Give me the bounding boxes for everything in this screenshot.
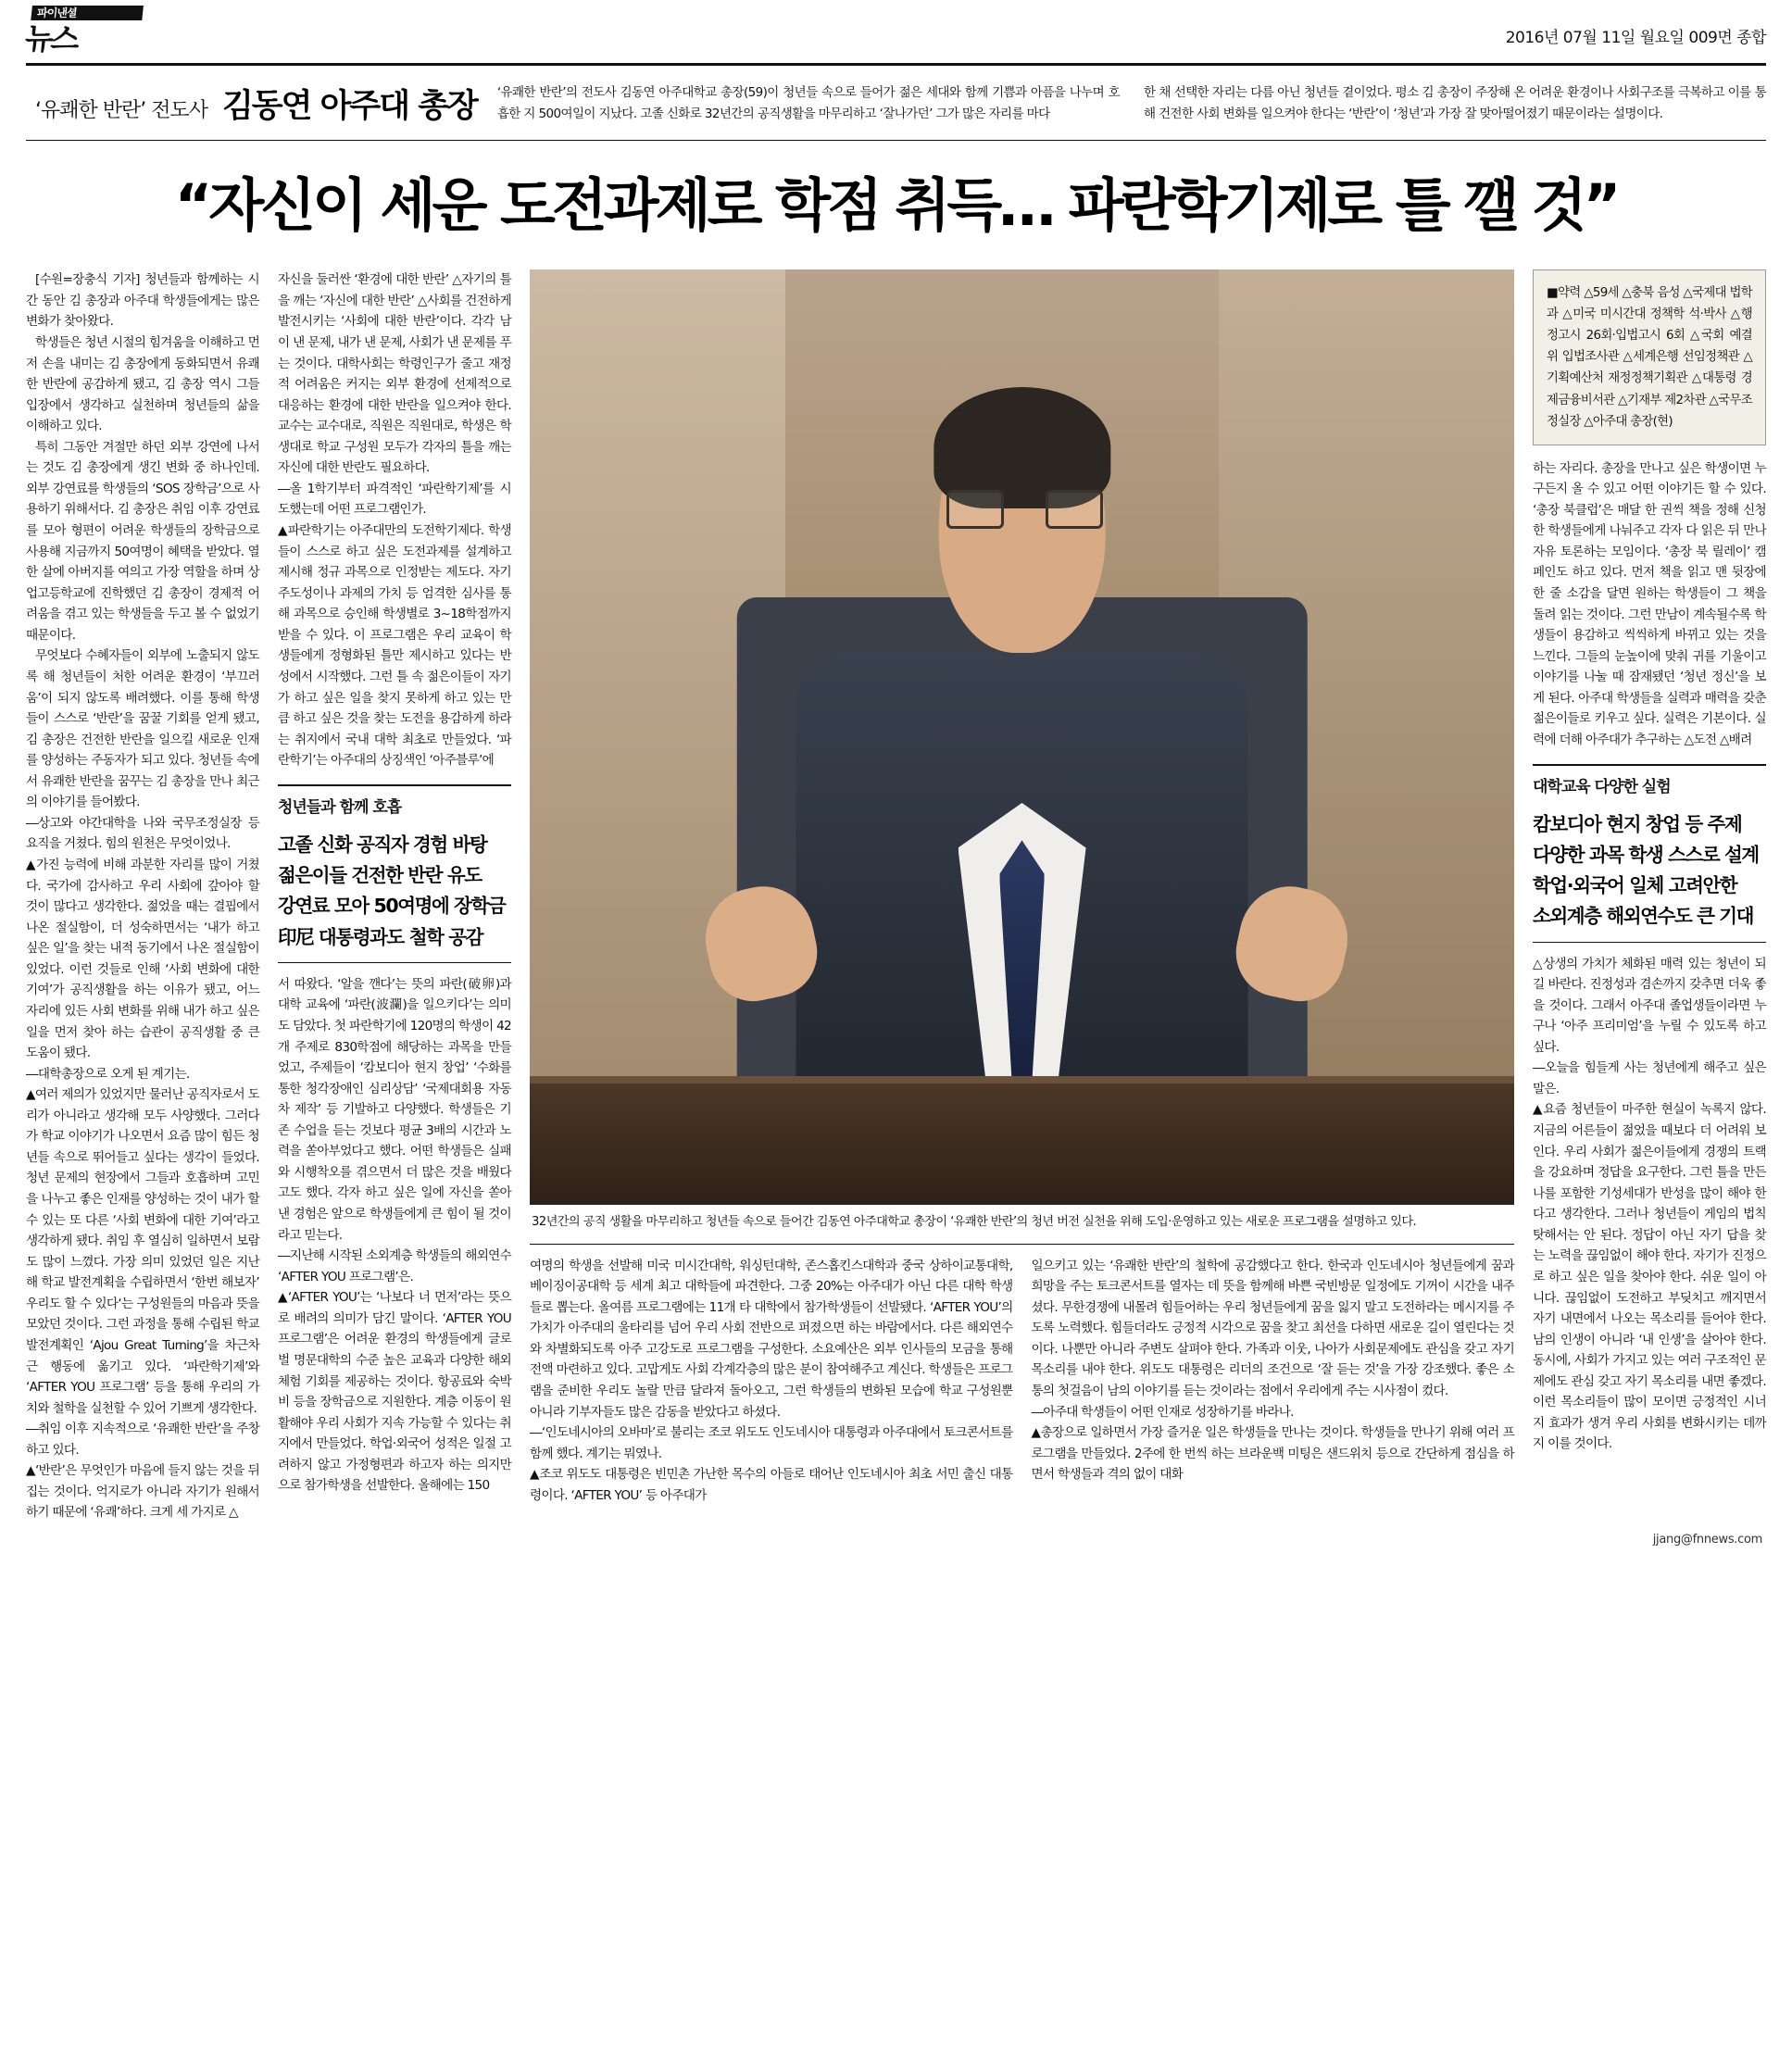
article-column-3	[530, 1256, 1013, 1507]
paragraph: 하는 자리다. 총장을 만나고 싶은 학생이면 누구든지 올 수 있고 어떤 이야기든 할 수 있다. ‘총장 북클럽’은 매달 한 권씩 책을 정해 신청한 학생들에게 나눠주고 각자 다 읽은 뒤 만나 자유 토론하는 모임이다. ‘총장 북 릴레이’ 캠페인도 하고 있다. 먼저 책을 읽고 맨 뒷장에 한 줄 소감을 달면 원하는 학생들이 그 책을 돌려 읽는 것이다. 그런 만남이 계속될수록 학생들이 용감하고 씩씩하게 바뀌고 있는 것을 느낀다. 그들의 눈높이에 맞춰 귀를 기울이고 이야기를 나눌 때 잠재됐던 ‘청년 정신’을 보게 된다. 아주대 학생들을 실력과 매력을 갖춘 젊은이들로 키우고 싶다. 실력은 기본이다. 실력에 더해 아주대가 추구하는 △도전 △배려	[1533, 460, 1766, 747]
logo-main-text: 뉴스	[23, 21, 79, 56]
kicker-label: ‘유쾌한 반란’ 전도사	[35, 99, 207, 122]
paragraph: 특히 그동안 겨절만 하던 외부 강연에 나서는 것도 김 총장에게 생긴 변화 중 하나인데. 외부 강연료를 학생들의 ‘SOS 장학금’으로 사용하기 위해서다. 김 총장은 취임 이후 강연료를 모아 형편이 어려운 학생들의 장학금으로 사용해 지금까지 50여명이 혜택을 받았다. 열한 살에 아버지를 여의고 가장 역할을 하며 상업고등학교에 진학했던 김 총장이 경제적 어려움을 겪고 있는 학생들을 두고 볼 수 없었기 때문이다.	[26, 439, 259, 643]
kicker-title-group	[26, 81, 477, 127]
photo-glasses-left	[946, 490, 1004, 529]
photo-desk-edge	[530, 1076, 1514, 1084]
subhead-line: 소외계층 해외연수도 큰 기대	[1533, 905, 1754, 928]
answer: ▲요즘 청년들이 마주한 현실이 녹록지 않다. 지금의 어른들이 젊었을 때보다 더 어려워 보인다. 우리 사회가 젊은이들에게 경쟁의 트랙을 강요하며 정답을 요구한다. 그런 틀을 만든 나를 포함한 기성세대가 반성을 많이 해야 한다고 생각한다. 그러나 청년들이 게임의 법칙 탓해서는 안 된다. 정답이 아닌 자기 답을 찾는 노력을 끊임없이 해야 한다. 자기가 진정으로 하고 싶은 일을 찾아야 한다. 쉬운 일이 아니다. 끊임없이 도전하고 부딪치고 깨지면서 자기 내면에서 나오는 목소리를 들어야 한다. 남의 인생이 아니라 ‘내 인생’을 살아야 한다. 동시에, 사회가 가지고 있는 여러 구조적인 문제에도 관심 갖고 자기 목소리를 내면 좋겠다. 이런 목소리들이 많이 모이면 긍정적인 시너지 효과가 생겨 우리 사회를 변화시키는 데까지 이를 것이다.	[1533, 1102, 1766, 1452]
question: ―오늘을 힘들게 사는 청년에게 해주고 싶은 말은.	[1533, 1060, 1766, 1096]
masthead	[23, 0, 1766, 61]
paragraph: 자신을 둘러싼 ‘환경에 대한 반란’ △자기의 틀을 깨는 ‘자신에 대한 반란’ △사회를 건전하게 발전시키는 ‘사회에 대한 반란’이다. 각각 남이 낸 문제, 내가 낸 문제, 사회가 낸 문제를 푸는 것이다. 대학사회는 학령인구가 줄고 재정적 어려움은 커지는 외부 환경에 선제적으로 대응하는 환경에 대한 반란을 일으켜야 한다. 교수는 교수대로, 직원은 직원대로, 학생은 학생대로 학교 구성원 모두가 각자의 틀을 깨는 자신에 대한 반란도 필요하다.	[278, 272, 511, 476]
subhead-rule-bottom	[278, 962, 511, 963]
answer: ▲가진 능력에 비해 과분한 자리를 많이 거쳤다. 국가에 감사하고 우리 사회에 갚아야 할 것이 많다고 생각한다. 젊었을 때는 결핍에서 나온 절실함이, 더 성숙하면서는 ‘내가 하고 싶은 일’을 찾는 내적 동기에서 나온 절실함이 있었다. 이런 것들로 인해 ‘사회 변화에 대한 기여’가 공직생활을 하는 이유가 됐고, 어느 자리에 있든 사회 변화를 위해 내가 하고 싶은 일을 먼저 찾아 하는 습관이 공직생활 중 큰 도움이 됐다.	[26, 858, 259, 1061]
subhead-line: 강연료 모아 50여명에 장학금	[278, 895, 506, 918]
photo-block	[530, 269, 1514, 1244]
question: ―올 1학기부터 파격적인 ‘파란학기제’를 시도했는데 어떤 프로그램인가.	[278, 481, 511, 518]
article-photo-column	[530, 269, 1514, 1506]
kicker-band	[26, 66, 1766, 140]
photo-caption: 32년간의 공직 생활을 마무리하고 청년들 속으로 들어간 김동연 아주대학교 총장이 ‘유쾌한 반란’의 청년 버전 실천을 위해 도입·운영하고 있는 새로운 프로그램을 설명하고 있다.	[532, 1215, 1417, 1230]
paragraph: 무엇보다 수혜자들이 외부에 노출되지 않도록 해 청년들이 처한 어려운 환경이 ‘부끄러움’이 되지 않도록 배려했다. 이를 통해 학생들이 스스로 ‘반란’을 꿈꿀 기회를 얻게 됐고, 김 총장은 건전한 반란을 일으킬 새로운 인재를 양성하는 주동자가 되고 있다. 청년들 속에서 유쾌한 반란을 꿈꾸는 김 총장을 만나 최근의 이야기를 들어봤다.	[26, 648, 259, 810]
kicker-lead-left: ‘유쾌한 반란’의 전도사 김동연 아주대학교 총장(59)이 청년들 속으로 들어가 젊은 세대와 함께 기쁨과 아픔을 나누며 호흡한 지 500여일이 지났다. 고졸 신화로 32년간의 공직생활을 마무리하고 ‘잘나가던’ 그가 많은 자리를 마다	[496, 85, 1120, 122]
kicker-name: 김동연 아주대 총장	[222, 88, 477, 125]
profile-box: ■약력 △59세 △충북 음성 △국제대 법학과 △미국 미시간대 정책학 석·박사 △행정고시 26회·입법고시 6회 △국회 예결위 입법조사관 △세계은행 선임정책관 △기획예산처 재정정책기획관 △대통령 경제금융비서관 △기재부 제2차관 △국무조정실장 △아주대 총장(현)	[1533, 269, 1766, 445]
answer: ▲조코 위도도 대통령은 빈민촌 가난한 목수의 아들로 태어난 인도네시아 최초 서민 출신 대통령이다. ‘AFTER YOU’ 등 아주대가	[530, 1467, 1013, 1503]
subhead-right-lines	[1533, 809, 1766, 933]
kicker-lead-right: 한 채 선택한 자리는 다름 아닌 청년들 곁이었다. 평소 김 총장이 주장해 온 어려운 환경이나 사회구조를 극복하고 이를 통해 건전한 사회 변화를 일으켜야 한다는 ‘반란’이 ‘청년’과 가장 잘 맞아떨어졌기 때문이라는 설명이다.	[1143, 85, 1767, 122]
question: ―아주대 학생들이 어떤 인재로 성장하기를 바라나.	[1031, 1404, 1294, 1420]
logo-mark	[23, 7, 167, 56]
kicker-rule	[26, 140, 1766, 141]
answer: ▲파란학기는 아주대만의 도전학기제다. 학생들이 스스로 하고 싶은 도전과제를 설계하고 제시해 정규 과목으로 인정받는 제도다. 자기주도성이나 과제의 가치 등 엄격한 심사를 통해 과목으로 승인해 학생별로 3~18학점까지 받을 수 있다. 이 프로그램은 우리 교육이 학생들에게 정형화된 틀만 제시하고 있다는 반성에서 시작했다. 그런 틀 속 젊은이들이 자기가 하고 싶은 일을 찾지 못하게 하고 있는 만큼 하고 싶은 것을 찾는 도전을 용감하게 하라는 취지에서 국내 대학 최초로 만들었다. ‘파란학기’는 아주대의 상징색인 ‘아주블루’에	[278, 523, 511, 769]
subhead-rule-bottom-right	[1533, 942, 1766, 943]
photo-desk	[530, 1084, 1514, 1205]
paragraph: 학생들은 청년 시절의 힘겨움을 이해하고 먼저 손을 내미는 김 총장에게 동화되면서 유쾌한 반란에 공감하게 됐고, 김 총장 역시 그들 입장에서 생각하고 실천하며 청년들의 삶을 이해하고 있다.	[26, 334, 259, 434]
subhead-line: 캄보디아 현지 창업 등 주제	[1533, 812, 1742, 835]
logo-top-text: 파이낸셜	[36, 6, 78, 19]
article-lower-columns	[530, 1256, 1514, 1507]
article-body	[26, 269, 1766, 1523]
subhead-left-lines	[278, 830, 511, 953]
subhead-line: 印尼 대통령과도 철학 공감	[278, 925, 483, 948]
subhead-rule-top	[278, 784, 511, 786]
paragraph: 여명의 학생을 선발해 미국 미시간대학, 워싱턴대학, 존스홉킨스대학과 중국 상하이교통대학, 베이징이공대학 등 세계 최고 대학들에 파견한다. 그중 20%는 아주대가 아닌 다른 대학 학생들로 뽑는다. 올여름 프로그램에는 11개 타 대학에서 참가학생들이 선발됐다. ‘AFTER YOU’의 가치가 아주대의 울타리를 넘어 우리 사회 전반으로 퍼졌으면 하는 바람에서다. 다른 해외연수와 차별화되도록 아주 고강도로 프로그램을 구성한다. 소요예산은 외부 인사들의 모금을 통해 전액 마련하고 있다. 고맙게도 사회 각계각층의 많은 분이 참여해주고 계신다. 학생들은 프로그램을 준비한 우리도 놀랄 만큼 달라져 돌아오고, 그런 학생들의 변화된 모습에 학교 구성원뿐 아니라 기부자들도 많은 감동을 받았다고 하셨다.	[530, 1258, 1013, 1420]
kicker-lead	[497, 81, 1766, 125]
article-photo	[530, 269, 1514, 1205]
answer: ▲‘AFTER YOU’는 ‘나보다 너 먼저’라는 뜻으로 배려의 의미가 담긴 말이다. ‘AFTER YOU 프로그램’은 어려운 환경의 학생들에게 글로벌 명문대학의 수준 높은 교육과 다양한 해외체험 기회를 제공하는 것이다. 항공료와 숙박비 등을 장학금으로 지원한다. 계층 이동이 원활해야 우리 사회가 지속 가능할 수 있다는 취지에서 만들었다. 학업·외국어 성적은 일절 고려하지 않고 가정형편과 하고자 하는 의지만으로 참가학생을 선발한다. 올해에는 150	[278, 1290, 511, 1494]
subhead-line: 젊은이들 건전한 반란 유도	[278, 864, 482, 887]
article-column-4	[1032, 1256, 1515, 1507]
subhead-line: 학업·외국어 일체 고려안한	[1533, 874, 1737, 897]
question: ―지난해 시작된 소외계층 학생들의 해외연수 ‘AFTER YOU 프로그램’은.	[278, 1248, 511, 1284]
question: ―취임 이후 지속적으로 ‘유쾌한 반란’을 주창하고 있다.	[26, 1422, 259, 1458]
subhead-right-kicker: 대학교육 다양한 실험	[1533, 777, 1671, 796]
answer: ▲‘반란’은 무엇인가 마음에 들지 않는 것을 뒤집는 것이다. 억지로가 아니라 자기가 원해서 하기 때문에 ‘유쾌’하다. 크게 세 가지로 △	[26, 1463, 259, 1521]
caption-rule	[530, 1244, 1514, 1245]
answer: ▲여러 제의가 있었지만 물러난 공직자로서 도리가 아니라고 생각해 모두 사양했다. 그러다가 학교 이야기가 나오면서 요즘 많이 힘든 청년들 속으로 뛰어들고 싶다는 생각이 들었다. 청년 문제의 현장에서 그들과 호흡하며 고민을 나누고 좋은 인재를 양성하는 것이 내가 할 수 있는 또 다른 ‘사회 변화에 대한 기여’라고 생각하게 됐다. 취임 후 열심히 일하면서 보람도 많이 느꼈다. 가장 의미 있었던 일은 지난해 학교 발전계획을 수립하면서 ‘한번 해보자’ 우리도 할 수 있다‘는 구성원들의 마음과 뜻을 모았던 것이다. 그런 과정을 통해 수립된 학교 발전계획인 ‘Ajou Great Turning’을 차근차근 행동에 옮기고 있다. ‘파란학기제’와 ‘AFTER YOU 프로그램’ 등을 통해 우리의 가치와 철학을 실천할 수 있어 기쁘게 생각한다.	[26, 1087, 259, 1416]
subhead-line: 고졸 신화 공직자 경험 바탕	[278, 833, 487, 857]
issue-info: 2016년 07월 11일 월요일 009면 종합	[1505, 29, 1766, 47]
question: ―대학총장으로 오게 된 계기는.	[26, 1066, 190, 1082]
paragraph: 서 따왔다. ‘알을 깬다’는 뜻의 파란(破卵)과 대학 교육에 ‘파란(波瀾)을 일으키다’는 의미도 담았다. 첫 파란학기에 120명의 학생이 42개 주제로 830학점에 해당하는 과목을 만들었고, 주제들이 ‘캄보디아 현지 창업’ ‘수화를 통한 청각장애인 심리상담’ ‘국제대회용 자동차 제작’ 등 기발하고 다양했다. 학생들은 기존 수업을 듣는 것보다 평균 3배의 시간과 노력을 쏟아부었다고 했다. 어떤 학생들은 실패와 시행착오를 겪으면서 더 많은 것을 배웠다고도 했다. 각자 하고 싶은 일에 자신을 쏟아낸 경험은 앞으로 학생들에게 큰 힘이 될 것이라고 믿는다.	[278, 976, 511, 1243]
byline: jjang@fnnews.com	[1652, 1533, 1762, 1547]
article-column-2	[278, 269, 511, 1497]
subhead-line: 다양한 과목 학생 스스로 설계	[1533, 843, 1759, 866]
question: ―‘인도네시아의 오바마’로 불리는 조코 위도도 인도네시아 대통령과 아주대에서 토크콘서트를 함께 했다. 계기는 뭐였나.	[530, 1425, 1013, 1461]
question: ―상고와 야간대학을 나와 국무조정실장 등 요직을 거쳤다. 힘의 원천은 무엇이었나.	[26, 815, 259, 852]
paragraph: △상생의 가치가 체화된 매력 있는 청년이 되길 바란다. 진정성과 겸손까지 갖추면 더욱 좋을 것이다. 그래서 아주대 졸업생들이라면 누구나 ‘아주 프리미엄’을 누릴 수 있도록 하고 싶다.	[1533, 956, 1766, 1055]
page-title: “자신이 세운 도전과제로 학점 취득… 파란학기제로 틀 깰 것”	[174, 171, 1618, 239]
subhead-rule-top-right	[1533, 764, 1766, 766]
answer: ▲총장으로 일하면서 가장 즐거운 일은 학생들을 만나는 것이다. 학생들을 만나기 위해 여러 프로그램을 만들었다. 2주에 한 번씩 하는 브라운백 미팅은 샌드위치 등으로 간단하게 점심을 하면서 학생들과 격의 없이 대화	[1031, 1425, 1514, 1483]
paragraph: [수원=장충식 기자] 청년들과 함께하는 시간 동안 김 총장과 아주대 학생들에게는 많은 변화가 찾아왔다.	[26, 272, 259, 330]
photo-glasses-right	[1046, 490, 1103, 529]
paragraph: 일으키고 있는 ‘유쾌한 반란’의 철학에 공감했다고 한다. 한국과 인도네시아 청년들에게 꿈과 희망을 주는 토크콘서트를 열자는 데 뜻을 함께해 바쁜 국빈방문 일정에도 기꺼이 시간을 내주셨다. 무한경쟁에 내몰려 힘들어하는 우리 청년들에게 꿈을 잃지 말고 도전하라는 메시지를 주도록 노력했다. 힘들더라도 긍정적 시각으로 꿈을 찾고 최선을 다하면 새로운 길이 열린다는 것이다. 나뿐만 아니라 주변도 살펴야 한다. 가족과 이웃, 나아가 사회문제에도 관심을 갖고 자기 목소리를 내야 한다. 위도도 대통령은 리더의 조건으로 ‘잘 듣는 것’을 가장 강조했다. 좋은 소통의 첫걸음이 남의 이야기를 듣는 것이라는 점에서 우리에게 주는 시사점이 컸다.	[1031, 1258, 1514, 1399]
article-column-1	[26, 269, 259, 1523]
subhead-left-kicker: 청년들과 함께 호흡	[278, 797, 402, 817]
article-column-5	[1533, 269, 1766, 1455]
newspaper-logo	[23, 6, 165, 56]
